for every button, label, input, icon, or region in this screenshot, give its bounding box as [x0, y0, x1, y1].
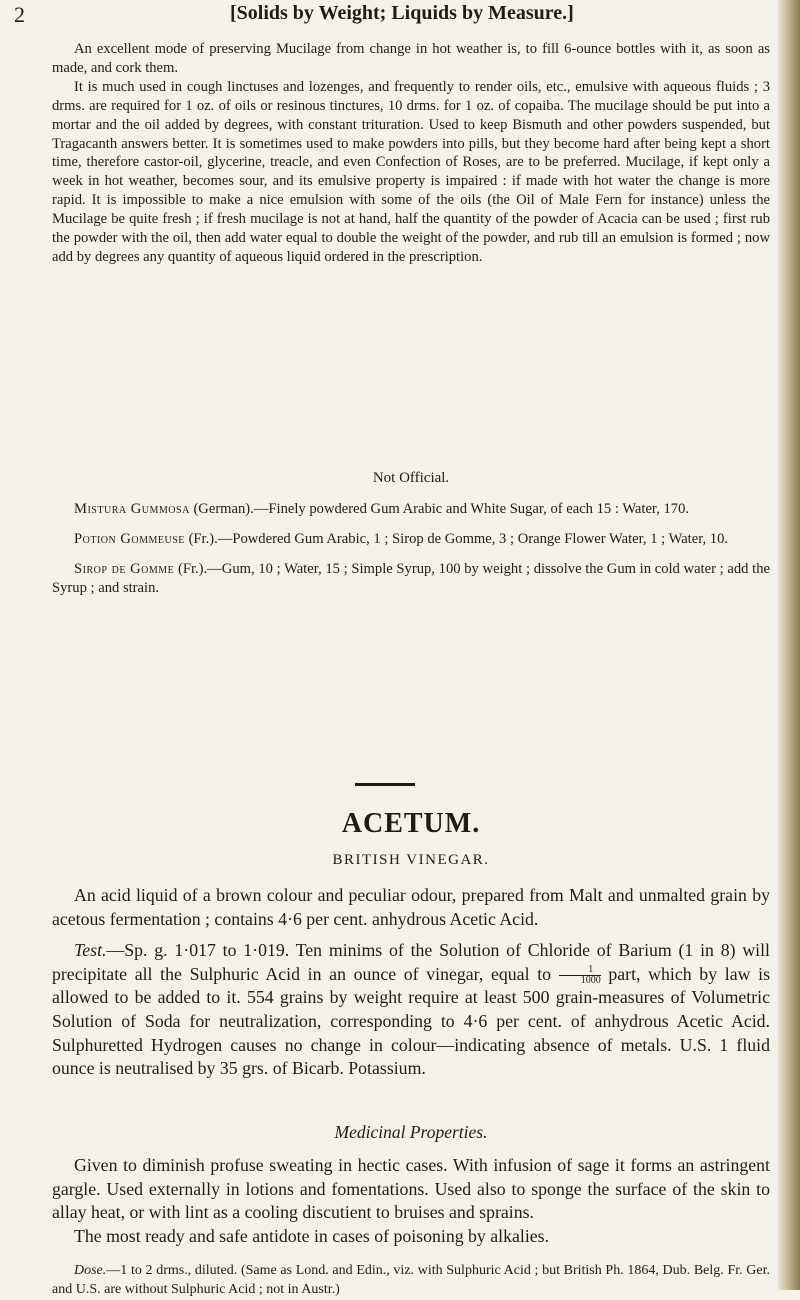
medicinal-properties-heading: Medicinal Properties. — [334, 1122, 488, 1142]
fraction-denominator: 1000 — [580, 975, 601, 987]
formula-text: (German).—Finely powdered Gum Arabic and White Sugar, of each 15 : Water, 170. — [189, 501, 690, 517]
section-divider — [355, 783, 415, 786]
acetum-test — [52, 939, 770, 1081]
page-number: 2 — [14, 2, 25, 27]
dose-text: —1 to 2 drms., diluted. — [106, 1263, 238, 1278]
acetum-title: ACETUM. — [341, 808, 481, 839]
test-text-1: —Sp. g. 1·017 to 1·019. Ten minims of the Solution of Chloride of Barium (1 in 8) will precipitate all the Sulphuric Acid in an ounce of vinegar, equal to — [52, 940, 770, 984]
formula-text: (Fr.).—Powdered Gum Arabic, 1 ; Sirop de Gomme, 3 ; Orange Flower Water, 1 ; Water, 10. — [184, 530, 729, 547]
acetum-description-block — [52, 884, 770, 1081]
formula-name: Potion Gommeuse — [74, 530, 185, 547]
acetum-description: An acid liquid of a brown colour and peculiar odour, prepared from Malt and unmalted grain by acetous fermentation ; contains 4·6 per cent. anhydrous Acetic Acid. — [52, 885, 770, 929]
mucilage-paragraph-1: An excellent mode of preserving Mucilage from change in hot weather is, to fill 6-ounce bottles with it, as soon as made, and cork them. — [52, 41, 770, 76]
pharmacopoeia-note: (Same as Lond. and Edin., viz. with Sulphuric Acid ; but British Ph. 1864, Dub. Belg. Fr. Ger. and U.S. are without Sulphuric Acid ; not in Austr.) — [52, 1263, 771, 1297]
formula-name: Mistura Gummosa — [74, 501, 190, 517]
test-label: Test. — [74, 940, 107, 961]
mucilage-section — [52, 40, 770, 267]
dose-label: Dose. — [74, 1263, 107, 1278]
fraction — [559, 965, 601, 986]
mucilage-paragraph-2: It is much used in cough linctuses and lozenges, and frequently to render oils, etc., emulsive with aqueous fluids ; 3 drms. are required for 1 oz. of oils or resinous tinctures, 10 drms. for 1 oz. of copaiba. The mucilage should be put into a mortar and the oil added by degrees, with constant trituration. Used to keep Bismuth and other powders suspended, but Tragacanth answers better. It is sometimes used to make powders into pills, but they become hard after being kept a short time, therefore castor-oil, glycerine, treacle, and even Confection of Roses, are to be preferred. Mucilage, if kept only a week in hot weather, becomes sour, and its emulsive property is impaired : if made with hot water the change is more rapid. It is impossible to make a nice emulsion with some of the oils (the Oil of Male Fern for instance) unless the Mucilage be quite fresh ; if fresh mucilage is not at hand, half the quantity of the powder of Acacia can be used ; first rub the powder with the oil, then add water equal to double the weight of the powder, and rub till an emulsion is formed ; now add by degrees any quantity of aqueous liquid ordered in the prescription. — [52, 78, 770, 265]
dose — [52, 1262, 770, 1300]
formula-name: Sirop de Gomme — [74, 560, 175, 577]
formula-mistura-gummosa — [52, 500, 770, 519]
test-text-2: part, which by law is allowed to be added to it. 554 grains by weight require at least 500 grain-measures of Volumetric Solution of Soda for neutralization, corresponding to 4·6 per cent. of anhydrous Acetic Acid. Sulphuretted Hydrogen causes no change in colour—indicating absence of metals. U.S. 1 fluid ounce is neutralised by 35 grs. of Bicarb. Potassium. — [52, 963, 770, 1079]
formula-text: (Fr.).—Gum, 10 ; Water, 15 ; Simple Syrup, 100 by weight ; dissolve the Gum in cold water ; add the Syrup ; and strain. — [52, 560, 771, 596]
not-official-list — [52, 500, 770, 598]
running-head: [Solids by Weight; Liquids by Measure.] — [230, 2, 574, 24]
medicinal-properties-block — [52, 1154, 770, 1248]
dose-line — [52, 1262, 770, 1300]
fraction-numerator: 1 — [559, 965, 601, 976]
not-official-heading: Not Official. — [372, 470, 450, 486]
acetum-subtitle: BRITISH VINEGAR. — [332, 852, 490, 868]
page-edge-shadow — [778, 0, 800, 1290]
properties-paragraph-1: Given to diminish profuse sweating in hectic cases. With infusion of sage it forms an astringent gargle. Used externally in lotions and fomentations. Used also to sponge the surface of the skin to allay heat, or with lint as a cooling discutient to bruises and sprains. — [52, 1155, 770, 1223]
formula-sirop-de-gomme — [52, 560, 770, 598]
properties-paragraph-2: The most ready and safe antidote in cases of poisoning by alkalies. — [74, 1225, 550, 1246]
formula-potion-gommeuse — [52, 530, 770, 549]
